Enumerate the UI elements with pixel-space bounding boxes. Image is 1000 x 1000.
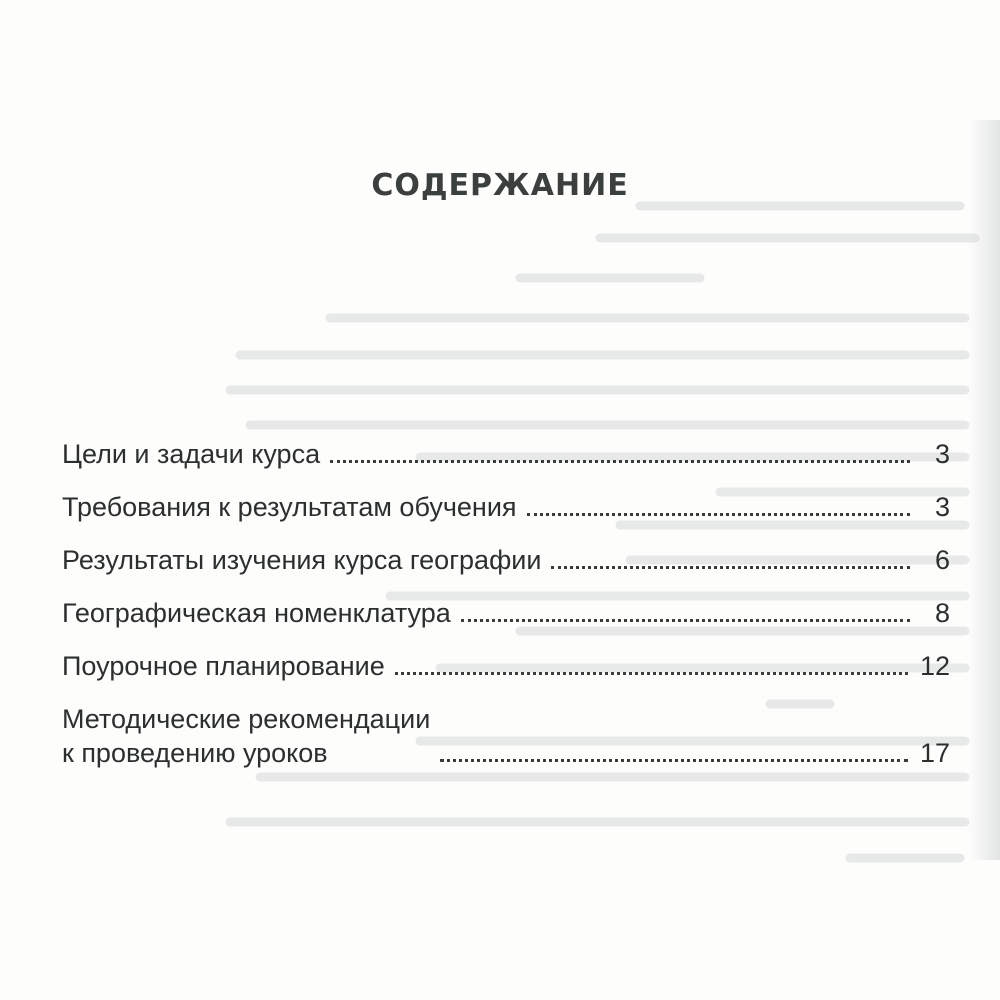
- toc-page-number: 17: [919, 738, 950, 768]
- toc-entry-title: Результаты изучения курса географии: [62, 545, 542, 575]
- toc-entry: [62, 490, 950, 524]
- toc-page-number: 3: [934, 439, 950, 469]
- toc-dot-leader: [395, 672, 908, 675]
- toc-page-number: 3: [934, 492, 950, 522]
- toc-page-number: 8: [934, 598, 950, 628]
- toc-dot-leader: [330, 460, 910, 463]
- toc-entry-title: Методические рекомендации к проведению уроков: [62, 704, 431, 768]
- toc-entry-title: Географическая номенклатура: [62, 598, 451, 628]
- toc-entry-title: Поурочное планирование: [62, 651, 385, 681]
- toc-entry-title: Требования к результатам обучения: [62, 492, 517, 522]
- toc-entry: [62, 649, 950, 683]
- toc-dot-leader: [551, 566, 910, 569]
- table-of-contents: [62, 437, 950, 770]
- toc-page-number: 12: [919, 651, 950, 681]
- toc-entry-title: Цели и задачи курса: [62, 439, 321, 469]
- toc-entry: [62, 437, 950, 471]
- toc-dot-leader: [440, 759, 908, 762]
- page-edge-shadow: [968, 120, 1000, 860]
- toc-page-number: 6: [934, 545, 950, 575]
- toc-entry: [62, 702, 950, 770]
- toc-entry: [62, 596, 950, 630]
- page-title: СОДЕРЖАНИЕ: [371, 168, 629, 203]
- toc-dot-leader: [461, 619, 910, 622]
- toc-entry: [62, 543, 950, 577]
- toc-dot-leader: [527, 513, 910, 516]
